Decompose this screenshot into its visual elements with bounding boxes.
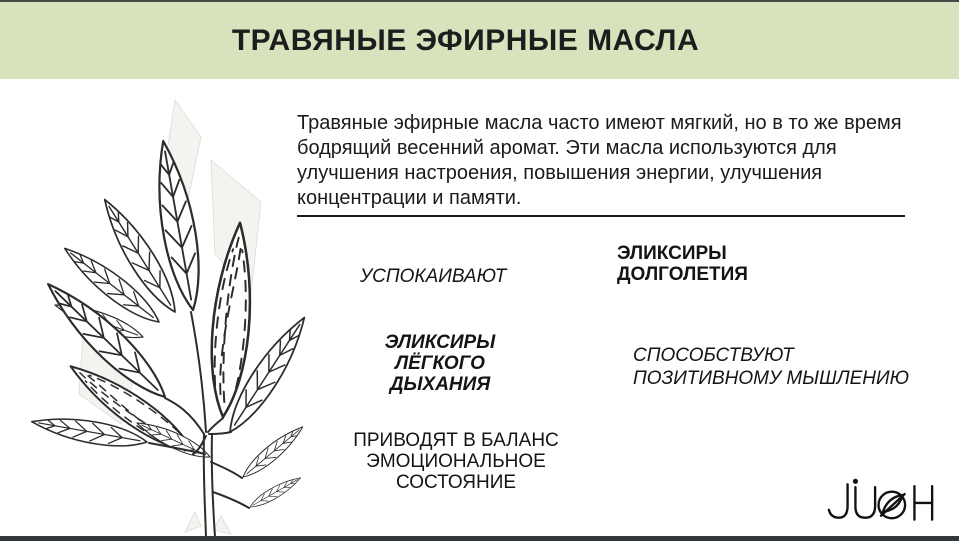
intro-line: бодрящий весенний аромат. Эти масла используются для (297, 137, 837, 159)
intro-paragraph (297, 111, 902, 211)
benefit-label-line: ДЫХАНИЯ (389, 374, 491, 395)
benefit-calming (360, 266, 506, 287)
benefit-label: УСПОКАИВАЮТ (360, 266, 507, 287)
benefit-label-line: ДОЛГОЛЕТИЯ (617, 264, 748, 285)
intro-line: улучшения настроения, повышения энергии, улучшения (297, 162, 823, 184)
intro-line: концентрации и памяти. (297, 187, 522, 209)
intro-line: Травяные эфирные масла часто имеют мягкий, но в то же время (297, 112, 902, 134)
benefit-longevity-elixirs (617, 243, 748, 285)
plant-illustration (25, 82, 310, 537)
divider-line (297, 215, 905, 217)
benefit-label-line: ЭМОЦИОНАЛЬНОЕ СОСТОЯНИЕ (366, 451, 546, 493)
benefit-easy-breathing-elixirs (345, 332, 535, 395)
herb-branch-icon (25, 82, 310, 537)
footer-bar (0, 536, 959, 541)
benefit-emotional-balance (326, 430, 586, 493)
benefit-label-line: ЭЛИКСИРЫ (617, 243, 727, 264)
benefit-label-line: ПОЗИТИВНОМУ МЫШЛЕНИЮ (633, 368, 910, 389)
benefit-label-line: ЭЛИКСИРЫ ЛЁГКОГО (384, 332, 496, 374)
brand-logo (822, 474, 940, 526)
benefit-label-line: ПРИВОДЯТ В БАЛАНС (353, 430, 559, 451)
header-band (0, 2, 959, 79)
benefit-positive-thinking (633, 344, 909, 390)
leaf-icon (879, 492, 906, 519)
page-title: ТРАВЯНЫЕ ЭФИРНЫЕ МАСЛА (231, 23, 700, 57)
benefit-label-line: СПОСОБСТВУЮТ (633, 345, 794, 366)
brand-logo-icon (822, 474, 940, 526)
